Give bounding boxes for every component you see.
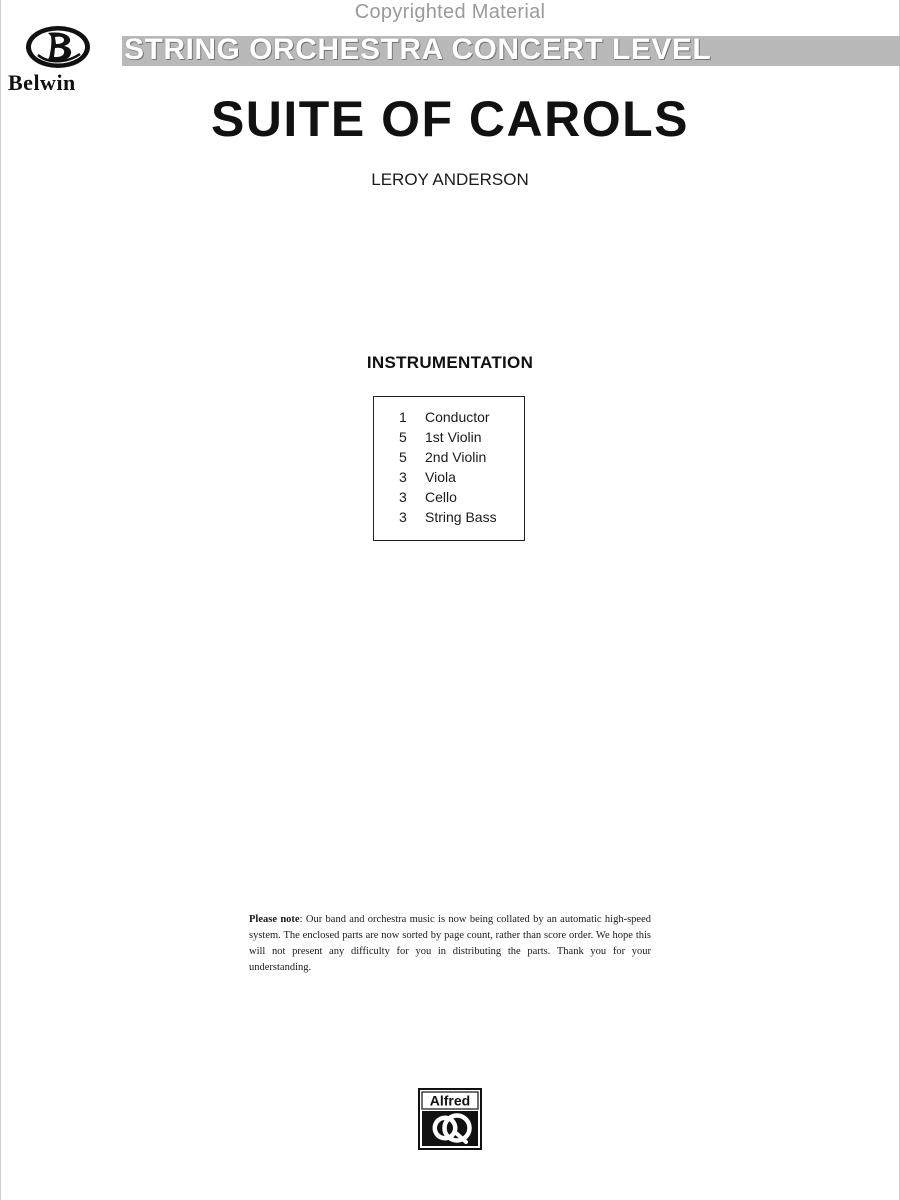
- note-label: Please note: [249, 914, 300, 925]
- belwin-b-icon: [24, 24, 94, 72]
- instrument-quantity: 3: [399, 509, 407, 525]
- instrumentation-heading: INSTRUMENTATION: [366, 353, 534, 372]
- instrumentation-item: [374, 507, 524, 527]
- instrument-name: Conductor: [425, 409, 490, 425]
- instrumentation-item: [374, 407, 524, 427]
- alfred-logo: [418, 1088, 482, 1150]
- instrumentation-item: [374, 447, 524, 467]
- instrument-name: 1st Violin: [425, 429, 482, 445]
- instrument-quantity: 3: [399, 489, 407, 505]
- instrument-name: String Bass: [425, 509, 497, 525]
- copyright-watermark: Copyrighted Material: [354, 1, 546, 23]
- note-text: : Our band and orchestra music is now being collated by an automatic high-speed system. The enclosed parts are now sorted by page count, rather than score order. We hope this will not present any difficulty for you in distributing the parts. Thank you for your understanding.: [249, 914, 651, 973]
- collation-note: [249, 912, 651, 976]
- instrumentation-item: [374, 487, 524, 507]
- instrumentation-item: [374, 427, 524, 447]
- alfred-logo-icon: [418, 1088, 482, 1150]
- piece-title: SUITE OF CAROLS: [210, 91, 690, 147]
- instrumentation-list: [373, 396, 525, 541]
- instrument-name: Cello: [425, 489, 457, 505]
- instrument-quantity: 5: [399, 429, 407, 445]
- belwin-logo: [6, 24, 118, 100]
- belwin-wordmark: Belwin: [8, 70, 76, 95]
- instrumentation-item: [374, 467, 524, 487]
- composer-name: LEROY ANDERSON: [371, 170, 529, 189]
- level-banner-text: STRING ORCHESTRA CONCERT LEVEL: [124, 33, 712, 66]
- alfred-wordmark: Alfred: [429, 1092, 471, 1109]
- instrument-name: 2nd Violin: [425, 449, 487, 465]
- instrument-quantity: 5: [399, 449, 407, 465]
- instrument-quantity: 3: [399, 469, 407, 485]
- instrument-quantity: 1: [399, 409, 407, 425]
- instrument-name: Viola: [425, 469, 456, 485]
